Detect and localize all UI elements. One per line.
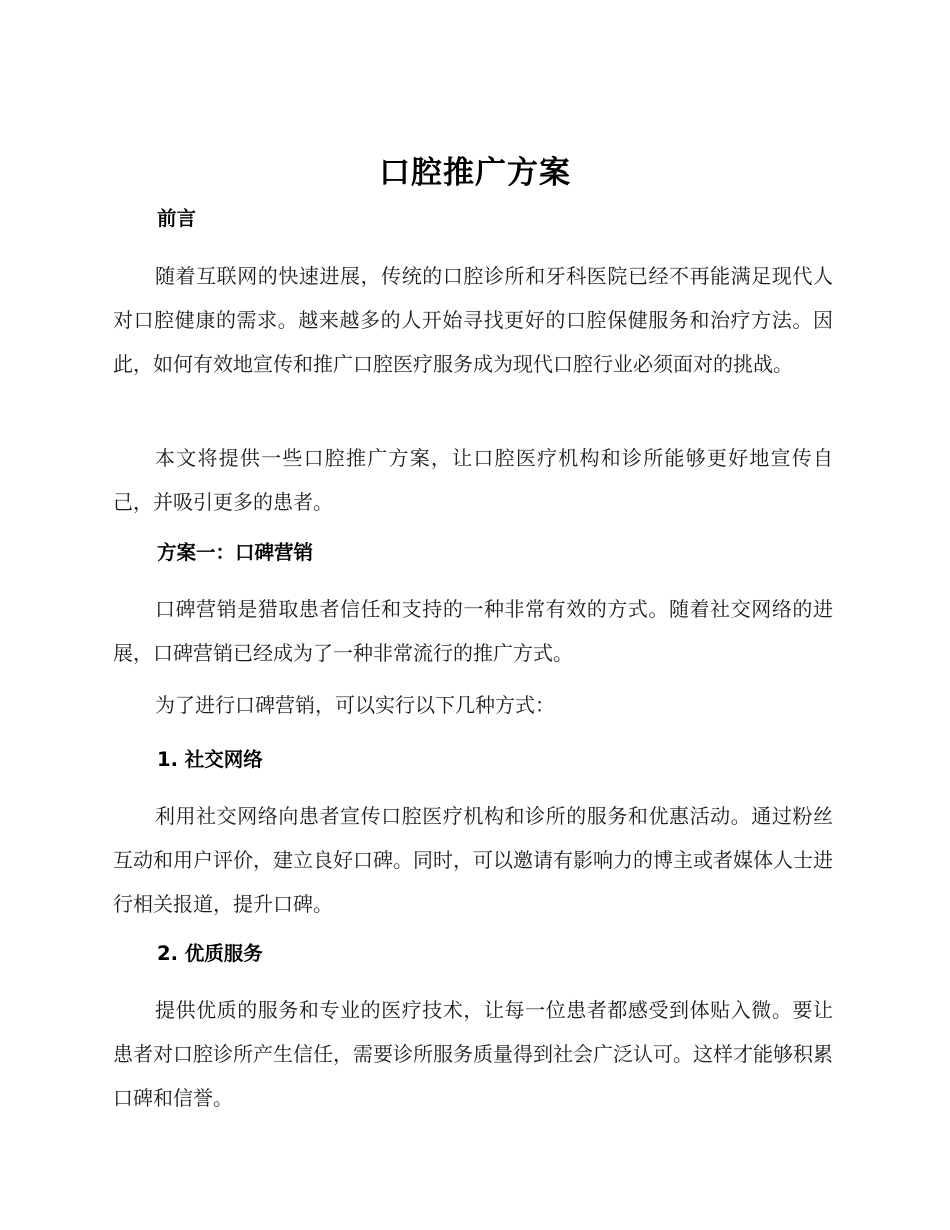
paragraph-purpose: 本文将提供一些口腔推广方案，让口腔医疗机构和诊所能够更好地宣传自己，并吸引更多的患者。	[113, 446, 833, 514]
paragraph-methods-intro: 为了进行口碑营销，可以实行以下几种方式：	[155, 693, 555, 717]
paragraph-intro: 随着互联网的快速进展，传统的口腔诊所和牙科医院已经不再能满足现代人对口腔健康的需求。越来越多的人开始寻找更好的口腔保健服务和治疗方法。因此，如何有效地宣传和推广口腔医疗服务成为现代口腔行业必须面对的挑战。	[113, 264, 833, 376]
subheading-quality-service: 2. 优质服务	[157, 942, 263, 965]
document-title: 口腔推广方案	[379, 155, 571, 191]
section-heading-preface: 前言	[157, 207, 197, 230]
section-heading-plan-one: 方案一：口碑营销	[157, 541, 314, 564]
subheading-social-network: 1. 社交网络	[157, 748, 263, 771]
paragraph-quality-service: 提供优质的服务和专业的医疗技术，让每一位患者都感受到体贴入微。要让患者对口腔诊所产生信任，需要诊所服务质量得到社会广泛认可。这样才能够积累口碑和信誉。	[113, 998, 833, 1110]
paragraph-social-network: 利用社交网络向患者宣传口腔医疗机构和诊所的服务和优惠活动。通过粉丝互动和用户评价，建立良好口碑。同时，可以邀请有影响力的博主或者媒体人士进行相关报道，提升口碑。	[113, 804, 833, 916]
paragraph-word-of-mouth: 口碑营销是猎取患者信任和支持的一种非常有效的方式。随着社交网络的进展，口碑营销已经成为了一种非常流行的推广方式。	[113, 597, 833, 665]
